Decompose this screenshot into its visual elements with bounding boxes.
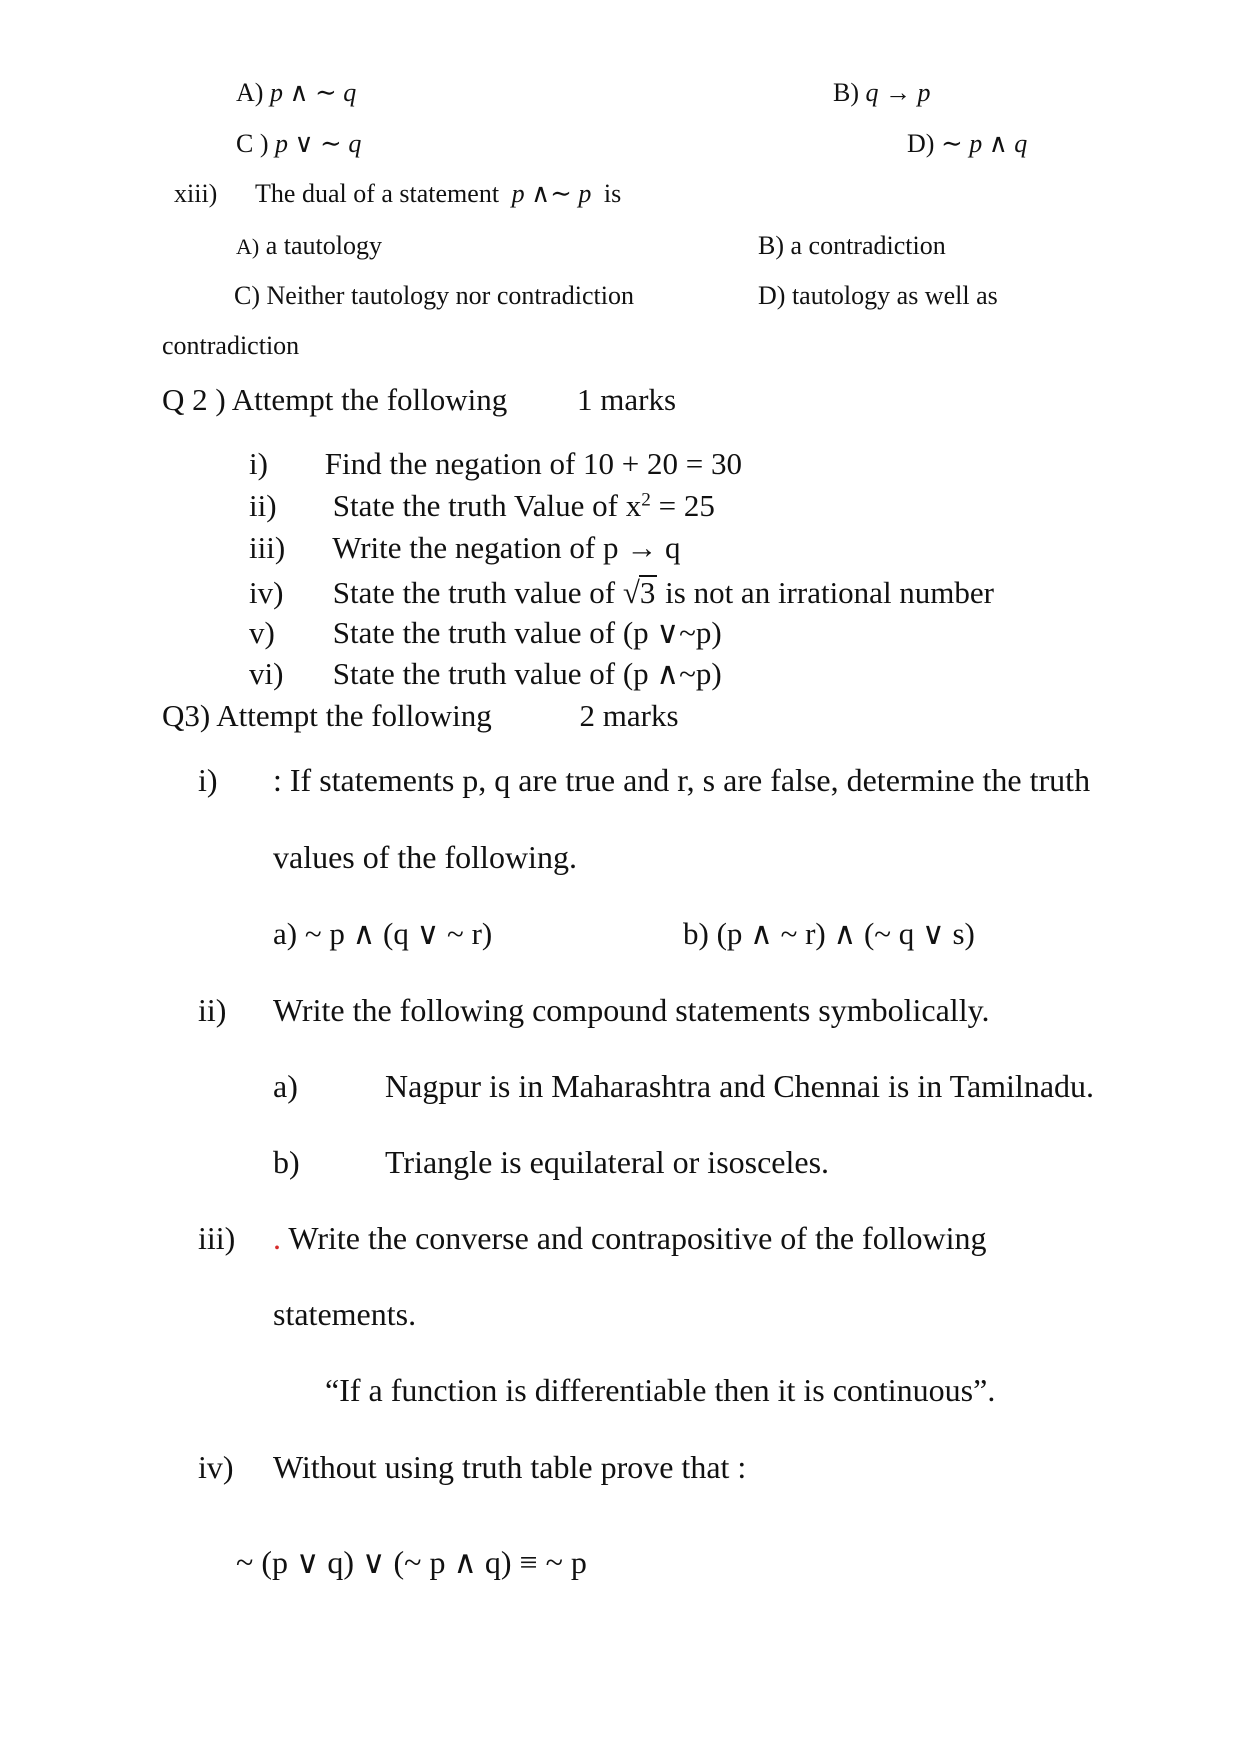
xiii-option-d [758,283,998,309]
section-title: Q 2 ) Attempt the following [162,382,508,417]
q3-iv-expression: ~ (p ∨ q) ∨ (~ p ∧ q) ≡ ~ p [236,1544,587,1580]
q3-ii-number: ii) [198,992,227,1028]
item-number: ii) [249,488,277,523]
q3-ii-text: Write the following compound statements symbolically. [273,992,990,1028]
q3-i-number: i) [198,762,218,798]
question-tail: is [603,179,622,208]
item-text: Write the negation of p → q [332,530,681,565]
section-marks: 1 marks [577,382,677,417]
q2-item-iv [249,575,994,608]
item-text: State the truth value of [332,575,623,610]
item-text: State the truth value of (p ∨~p) [332,615,722,650]
option-label: B) [833,78,859,107]
option-text: a contradiction [790,231,946,260]
q3-i-part-b: b) (p ∧ ~ r) ∧ (~ q ∨ s) [683,916,975,951]
mcq-option-d [907,131,1027,157]
option-text: tautology as well as [791,281,998,310]
q3-iv-number: iv) [198,1449,234,1485]
q3-iii-line2: statements. [273,1296,417,1332]
section-marks: 2 marks [579,698,679,733]
question-expr: p ∧∼ p [511,179,592,208]
q3-iii-number: iii) [198,1220,236,1256]
option-label: A) [236,78,264,107]
option-text: Neither tautology nor contradiction [266,281,635,310]
xiii-option-d-continued: contradiction [162,331,300,360]
mcq-option-c [236,131,361,157]
option-expr: q → p [865,78,931,107]
xiii-option-a [236,233,382,259]
question-number: xiii) [174,179,218,208]
q3-iii-quote: “If a function is differentiable then it is continuous”. [325,1372,996,1408]
question-xiii [174,181,621,207]
radicand: 3 [639,575,656,610]
option-label: B) [758,231,784,260]
q3-ii-part-a-label: a) [273,1068,298,1104]
q2-item-i [249,448,742,479]
q2-item-iii [249,532,680,563]
item-text-after: = 25 [650,488,715,523]
mcq-option-b [833,80,931,106]
option-label: C ) [236,129,269,158]
question-text: The dual of a statement [255,179,500,208]
q3-iii-line1-text: Write the converse and contrapositive of the following [281,1220,987,1256]
item-text: State the truth Value of x [332,488,642,523]
q2-heading [162,384,676,415]
q2-item-vi [249,658,722,689]
q2-item-v [249,617,722,648]
q3-heading [162,700,679,731]
option-label: D) [758,281,786,310]
item-text: Find the negation of 10 + 20 = 30 [324,446,743,481]
option-expr: ∼ p ∧ q [940,129,1028,158]
item-text-after: is not an irrational number [657,575,995,610]
section-title: Q3) Attempt the following [162,698,492,733]
q3-ii-part-b-label: b) [273,1144,300,1180]
radical-sign: √ [622,575,640,610]
item-superscript: 2 [641,489,651,511]
q3-iii-line1 [273,1222,986,1254]
option-text: a tautology [265,231,382,260]
q3-i-line1: : If statements p, q are true and r, s are false, determine the truth [273,762,1091,798]
q3-i-part-a: a) ~ p ∧ (q ∨ ~ r) [273,916,493,951]
xiii-option-c [234,283,634,309]
item-number: iv) [249,575,284,610]
item-number: i) [249,446,268,481]
q3-i-line2: values of the following. [273,839,577,875]
item-number: iii) [249,530,286,565]
q2-item-ii [249,490,715,521]
q3-ii-part-a-text: Nagpur is in Maharashtra and Chennai is in Tamilnadu. [385,1068,1095,1104]
mcq-option-a [236,80,356,106]
item-text: State the truth value of (p ∧~p) [332,656,722,691]
xiii-option-b [758,233,946,259]
option-expr: p ∧ ∼ q [269,78,357,107]
red-dot-mark: . [273,1220,281,1256]
option-label: C) [234,281,260,310]
item-number: vi) [249,656,284,691]
q3-ii-part-b-text: Triangle is equilateral or isosceles. [385,1144,830,1180]
q3-iv-text: Without using truth table prove that : [273,1449,747,1485]
option-label: D) [907,129,935,158]
item-number: v) [249,615,275,650]
option-expr: p ∨ ∼ q [275,129,362,158]
option-label: A) [236,234,260,259]
